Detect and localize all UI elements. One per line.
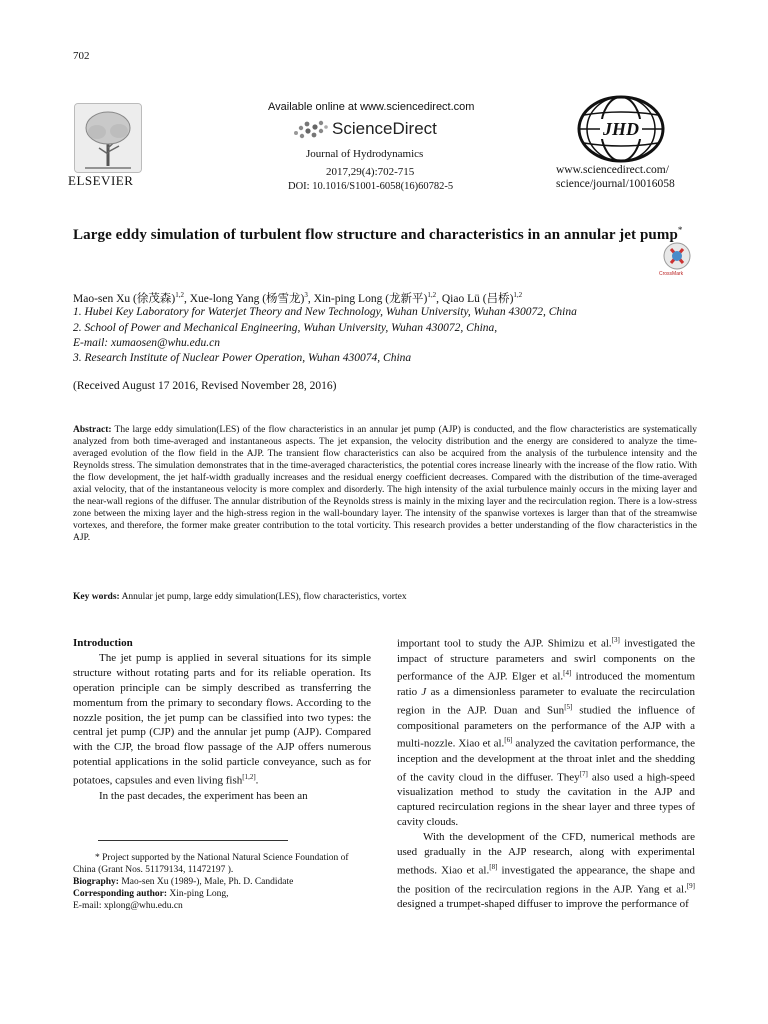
page-number: 702 <box>73 50 90 62</box>
project-footnote: * Project supported by the National Natural Science Foundation of China (Grant Nos. 51179134, 11472197 ). <box>73 853 349 875</box>
right-paragraph-1: important tool to study the AJP. Shimizu et al.[3] investigated the impact of structure parameters and swirl components on the performance of the AJP. Elger et al.[4] introduced the momentum ratio J as a dimensionless parameter to evaluate the recirculation region in the AJP. Duan and Sun[5] studied the influence of compositional parameters on the performance of the AJP with a multi-nozzle. Xiao et al.[6] analyzed the cavitation performance, the inception and the development at the throat inlet and the shedding of the cavity cloud in the diffuser. They[7] also used a high-speed visualization method to study the cavitation in the AJP and captured recirculation regions in the shear layer and three types of cavity clouds. <box>397 636 696 829</box>
footnotes <box>73 852 371 912</box>
journal-header <box>68 95 700 200</box>
citation: [6] <box>504 736 513 745</box>
elsevier-wordmark: ELSEVIER <box>68 173 134 188</box>
jhd-logo-text: JHD <box>603 119 639 139</box>
section-heading-introduction: Introduction <box>73 637 133 649</box>
biography-footnote: Biography: Mao-sen Xu (1989-), Male, Ph. D. Candidate <box>73 877 294 887</box>
author: Xue-long Yang (杨雪龙) <box>189 293 305 305</box>
received-dates: (Received August 17 2016, Revised November 28, 2016) <box>73 380 337 392</box>
doi: DOI: 10.1016/S1001-6058(16)60782-5 <box>288 181 454 192</box>
author: Xin-ping Long (龙新平) <box>313 293 428 305</box>
title-footnote-mark: * <box>677 225 683 235</box>
intro-paragraph-2: In the past decades, the experiment has been an <box>99 789 308 802</box>
citation: [4] <box>563 669 572 678</box>
citation: [5] <box>564 702 573 711</box>
sciencedirect-wordmark: ScienceDirect <box>332 119 437 138</box>
author-affiliation: 1,2 <box>175 291 184 300</box>
author-list: Mao-sen Xu (徐茂森)$^{1,2}$, Xue-long Yang (杨雪龙)$^3$, Xin-ping Long (龙新平)$^{1,2}$, Qiao Lü (吕桥)$^{1,2}$ <box>73 291 523 305</box>
citation: [7] <box>579 769 588 778</box>
footnote-divider <box>98 840 288 841</box>
crossmark-icon <box>657 241 697 271</box>
affiliation-1: 1. Hubei Key Laboratory for Waterjet Theory and New Technology, Wuhan University, Wuhan 430072, China <box>73 306 577 318</box>
citation: [9] <box>686 881 695 890</box>
right-column <box>397 633 695 912</box>
author: Qiao Lü (吕桥) <box>441 293 514 305</box>
sciencedirect-logo <box>290 117 510 143</box>
jhd-globe-logo <box>576 95 666 163</box>
citation: [1,2] <box>242 773 256 782</box>
affiliation-3: 3. Research Institute of Nuclear Power Operation, Wuhan 430074, China <box>73 352 412 364</box>
journal-url <box>556 163 675 191</box>
journal-name: Journal of Hydrodynamics <box>306 148 424 160</box>
keywords-label: Key words: <box>73 592 120 602</box>
author-affiliation: 1,2 <box>427 291 437 300</box>
citation: [3] <box>611 636 620 644</box>
volume-pages: 2017,29(4):702-715 <box>326 166 415 178</box>
elsevier-logo <box>68 103 148 193</box>
author: Mao-sen Xu (徐茂森) <box>73 293 176 305</box>
crossmark-label: CrossMark <box>659 271 684 277</box>
right-paragraph-2: With the development of the CFD, numerical methods are used gradually in the AJP research, along with experimental methods. Xiao et al.[8] investigated the appearance, the shape and the position of the recirculation regions in the AJP. Yang et al.[9] designed a trumpet-shaped diffuser to improve the performance of <box>397 831 695 911</box>
journal-url-line2: science/journal/10016058 <box>556 178 675 190</box>
keywords-text: Annular jet pump, large eddy simulation(LES), flow characteristics, vortex <box>121 592 407 602</box>
citation: [8] <box>489 862 498 871</box>
corresponding-author-footnote: Corresponding author: Xin-ping Long, <box>73 889 229 899</box>
keywords <box>73 592 697 602</box>
paper-title-text: Large eddy simulation of turbulent flow structure and characteristics in an annular jet pump <box>73 227 678 243</box>
abstract-label: Abstract: <box>73 425 112 435</box>
intro-paragraph-1: The jet pump is applied in several situations for its simple structure without rotating parts and for its reliable operation. Its operation principle can be simply described as transferring the momentum from the primary to secondary flows. According to the nozzle position, the jet pump can be classified into two types: the central jet pump (CJP) and the annular jet pump (AJP). Compared with the CJP, the broad flow passage of the AJP offers numerous potential applications in the solid particle conveyance, such as for potatoes, capsules and even living fish[1,2]. <box>73 651 371 787</box>
sciencedirect-dots-icon <box>290 119 330 141</box>
author-affiliation: 1,2 <box>513 291 523 300</box>
journal-url-line1: www.sciencedirect.com/ <box>556 164 669 176</box>
corresponding-email: E-mail: xplong@whu.edu.cn <box>73 901 183 911</box>
abstract <box>73 424 697 544</box>
abstract-text: The large eddy simulation(LES) of the flow characteristics in an annular jet pump (AJP) is conducted, and the flow characteristics are systematically analyzed from both time-averaged and instantaneous aspects. The jet expansion, the velocity distribution and the energy are considered to analyze the time-averaged evolution of the flow field in the AJP. The transient flow characteristics can also be acquired from the analysis of the turbulence intensity and the Reynolds stress. The simulation demonstrates that in the time-averaged characteristics, the potential cores increase linearly with the increase of the flow ratio. With the flow development, the jet half-width gradually increases and the residual energy coefficient decreases. Compared with the distribution of the time-averaged axial velocity, that of the instantaneous velocity is more complex and disorderly. The high intensity of the axial turbulence mainly occurs in the mixing layer and the near-wall regions of the diffuser. The annular distribution of the Reynolds stress is mainly in the mixing layer and the recirculation region. There is a low-stress zone between the mixing layer and the high-stress region in the wall-boundary layer. The intensity of the spanwise vortexes is larger than that of the streamwise vortexes, and therefore, the former make greater contribution to the total vorticity. This research provides a better understanding of the flow characteristics in the AJP. <box>73 425 697 543</box>
crossmark-badge[interactable] <box>657 241 697 281</box>
available-online-text: Available online at www.sciencedirect.com <box>268 101 475 113</box>
momentum-ratio-symbol: J <box>421 686 427 699</box>
left-column <box>73 636 371 804</box>
affiliation-2: 2. School of Power and Mechanical Engineering, Wuhan University, Wuhan 430072, China, <box>73 322 498 334</box>
author-affiliation: 3 <box>304 291 308 300</box>
paper-title <box>73 220 697 245</box>
affiliation-email: E-mail: xumaosen@whu.edu.cn <box>73 337 220 349</box>
elsevier-tree-icon <box>74 103 142 173</box>
